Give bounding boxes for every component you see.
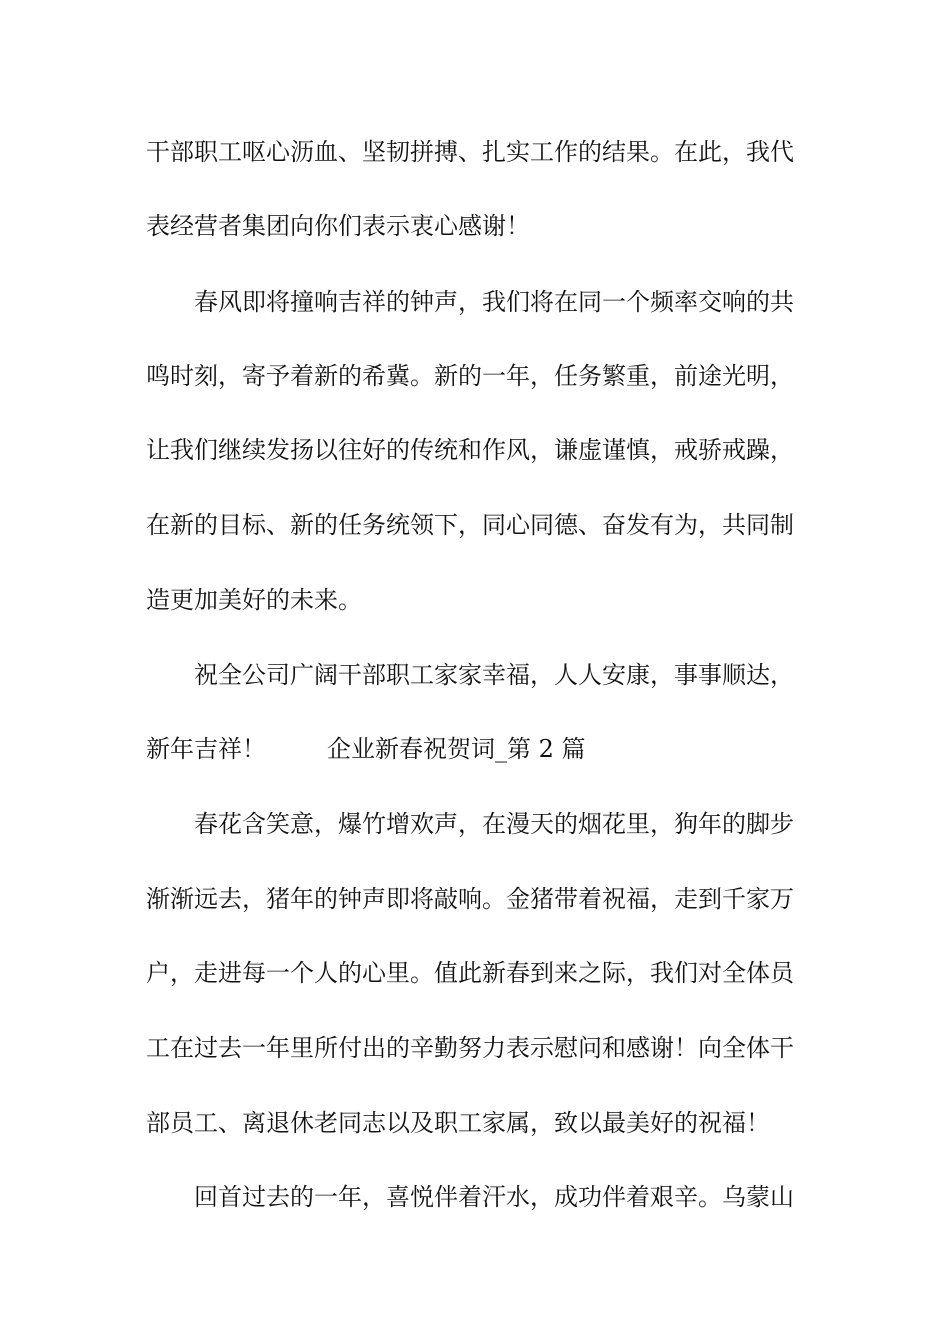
text-line: 渐渐远去，猪年的钟声即将敲响。金猪带着祝福，走到千家万 [146, 885, 794, 913]
text-line: 让我们继续发扬以往好的传统和作风，谦虚谨慎，戒骄戒躁， [146, 436, 794, 464]
paragraph-first-line: 春风即将撞响吉祥的钟声，我们将在同一个频率交响的共 [194, 288, 794, 316]
text-line: 在新的目标、新的任务统领下，同心同德、奋发有为，共同制 [146, 511, 794, 539]
text-line: 部员工、离退休老同志以及职工家属，致以最美好的祝福！ [146, 1109, 770, 1137]
text-line: 造更加美好的未来。 [146, 586, 362, 614]
text-line: 户，走进每一个人的心里。值此新春到来之际，我们对全体员 [146, 959, 794, 987]
text-line: 干部职工呕心沥血、坚韧拼搏、扎实工作的结果。在此，我代 [146, 138, 794, 166]
text-line: 工在过去一年里所付出的辛勤努力表示慰问和感谢！向全体干 [146, 1034, 794, 1062]
text-line-with-heading: 新年吉祥！ 企业新春祝贺词_第 2 篇 [146, 735, 586, 763]
text-line: 表经营者集团向你们表示衷心感谢！ [146, 212, 530, 240]
paragraph-first-line: 回首过去的一年，喜悦伴着汗水，成功伴着艰辛。乌蒙山 [194, 1183, 794, 1211]
paragraph-first-line: 祝全公司广阔干部职工家家幸福，人人安康，事事顺达， [194, 661, 794, 689]
text-line: 鸣时刻，寄予着新的希冀。新的一年，任务繁重，前途光明， [146, 362, 794, 390]
paragraph-first-line: 春花含笑意，爆竹增欢声，在漫天的烟花里，狗年的脚步 [194, 810, 794, 838]
